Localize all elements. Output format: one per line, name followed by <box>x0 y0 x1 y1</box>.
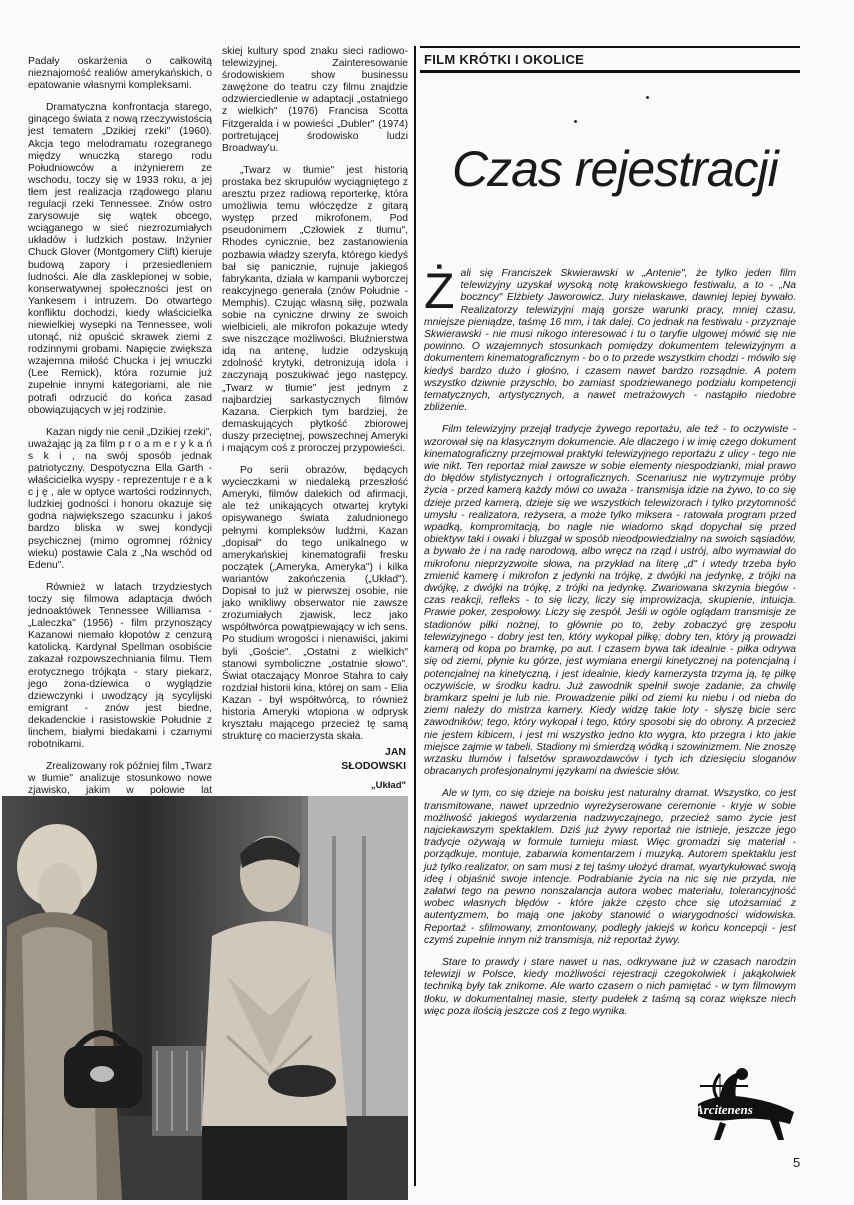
photo-illustration <box>2 796 408 1200</box>
paragraph: Stare to prawdy i stare nawet u nas, odkrywane już w czasach narodzin telewizji w Polsce, kiedy możliwości rejestracji czegokolwiek i jakąkolwiek techniką były tak znikome. Ale warto czasem o nich pamiętać - w tym filmowym tłoku, w dokumentalnej masie, sterty pudełek z taśmą są coraz większe niech więc poza ilością jeszcze coś z tego wynika. <box>424 956 796 1017</box>
paragraph: Dramatyczna konfrontacja starego, ginącego świata z nową rzeczywistością jest tematem „Dzikiej rzeki" (1960). Akcja tego melodramatu rozegranego między wnuczką starego rodu Południowców a inżynierem ze wschodu, toczy się w 1933 roku, a jej tłem jest realizacja rządowego planu regulacji rzeki Tennessee. Znów ostro zarysowuje się wątek obcego, wciąganego w sieć niezrozumiałych układów i ludzkich postaw. Inżynier Chuck Glover (Montgomery Clift) kieruje budową zapory i przesiedleniem ludności. Ale dla zasklepionej w sobie, konserwatywnej społeczności jest on Yankesem i intruzem. Do otwartego konfliktu dochodzi, kiedy właścicielka niewielkiej wysepki na Tennessee, woli utonąć, niż opuścić skrawek ziemi z rodzinnymi grobami. Napięcie zwiększa wzajemna miłość Chucka i jej wnuczki (Lee Remick), która rozumie już zupełnie innymi kategoriami, ale nie potrafi odrzucić do końca zasad obowiązujących w jej rodzinie. <box>28 102 212 416</box>
paragraph: Również w latach trzydziestych toczy się filmowa adaptacja dwóch jednoaktówek Tennessee Williamsa - „Laleczka" (1956) - film przynoszący Kazanowi niemało kłopotów z cenzurą katolicką. Kardynał Spellman osobiście zakazał rozpowszechniania filmu. Tłem erotycznego trójkąta - stary piekarz, jego żona-dziewica o wyglądzie dziewczynki i uwodzący ją sycylijski emigrant - znów jest biedne, dekadenckie i rasistowskie Południe z linchem, białymi biedakami i czarnymi robotnikami. <box>28 581 212 751</box>
lead-paragraph <box>424 263 796 414</box>
header-rule-bottom <box>420 70 800 73</box>
drop-cap: Ż <box>424 263 455 319</box>
paragraph: Ale w tym, co się dzieje na boisku jest naturalny dramat. Wszystko, co jest transmitowane, nawet uprzednio wyreżyserowane ceremonie - kryje w sobie możliwość jakiegoś wydarzenia nadzwyczajnego, przecież samo życie jest najciekawszym spektaklem. Dziś już żywy reportaż nie istnieje, jeszcze jego tradycje ożywają w formule turnieju miast. Więc gromadzi się materiał - porządkuje, montuje, zabarwia komentarzem i muzyką. Autorem spektaklu jest już tylko realizator, on sam musi z tej taśmy ułożyć dramat, wyartykułować swoją ideę i objaśnić swoje intencje. Podrabianie życia na nic się nie przyda, nie załatwi tego na pewno nonszalancja autora wobec materiału, tolerancyjność wobec własnych błędów - które jakże często chce się utożsamiać z autentyzmem, bo mają one jakoby stanowić o wiarygodności widowiska. Reportaż - sfilmowany, zmontowany, podległy jakiejś w końcu koncepcji - jest czymś zupełnie innym niż transmisja, niż reportaż żywy. <box>424 788 796 946</box>
column-divider <box>414 46 416 1186</box>
paragraph: Po serii obrazów, będących wycieczkami w niedaleką przeszłość Ameryki, filmów dalekich od afirmacji, ale też unikających otwartej krytyki opisywanego świata zaludnionego pełnymi kompleksów ludźmi, Kazan „dopisał" do tego unikalnego w amerykańskiej kinematografii fresku początek („Ameryka, Ameryka") i kilka wariantów zakończenia („Układ"). Dopisał to już w pierwszej osobie, nie jako wnikliwy obserwator nie zawsze zrozumiałych zjawisk, lecz jako współtwórca powątpiewający w ich sens. Po studium wrogości i nienawiści, jakimi byli „Goście". „Ostatni z wielkich" stanowi symboliczne „ostatnie słowo". Świat otaczający Monroe Stahra to cały rozdział historii kina, której on sam - Elia Kazan - był współtwórcą, to również historia Ameryki wtopiona w odprysk kryształu mającego przecież tę samą strukturę co macierzysta skała. <box>222 465 408 743</box>
paragraph: Film telewizyjny przejął tradycje żywego reportażu, ale też - to oczywiste - wzorował się na klasycznym dokumencie. Ale dlaczego i w imię czego dokument kinematograficzny przejmował praktyki telewizyjnego reportażu z ulicy - tego nie wie nikt. Ten reportaż miał zawsze w sobie elementy niespodzianki, miał prawo do błędów stylistycznych i ortograficznych. Scenariusz nie wytrzymuje próby życia - przed kamerą każdy mówi co uważa - transmisja idzie na żywo, to co się dzieje przed kamerą, dzieje się we wszystkich telewizorach i tylko przytomność umysłu - realizatora, reżysera, a może tylko miksera - ratowała program przed wpadką, kompromitacją, bo nagle nie wiadomo skąd dopychał się przed obiektyw taki i owaki i bluzgał w sposób nieodpowiedzialny na swoich sąsiadów, a bywało że i na radę narodową, albo wręcz na rząd i ustrój, albo wymawiał do mikrofonu nieprzyzwoite słowa, na przykład na literę „d" i wtedy trzeba było zmienić kamerę i mikrofon z jedynki na trójkę, z dwójki na jedynkę, z trójki na dwójkę, z dwójki na trójkę, z trójki na jedynkę. Zwariowana skrzynia biegów - czas reakcji, refleks - to się liczy, liczy się improwizacja, skupienie, intuicja. Prawie poker, zespołowy. Liczy się zespół. Jeśli w ogóle oglądam transmisje ze stadionów piłki nożnej, to głównie po to, żeby zobaczyć grę zespołu telewizyjnego - dobry jest ten, który wykopał piłkę; dobry ten, który ją prowadzi kamerą od kopa po bramkę, po aut. I czasem bywa tak idealnie - piłka odrywa się od ziemi, płynie ku górze, jest wymiana energii kinetycznej na potencjalną i potencjalnej na kinetyczną, i jest idealnie, kiedy kamerzysta trzyma ją, tę piłkę oczywiście, w środku kadru. Już zawodnik spełnił swoje zadanie, za chwilę bramkarz spełni je lub nie. Prowadzenie piłki od ziemi ku niebu i od nieba do ziemi należy do mistrza kamery. Kiedy widzę takie loty - słyszę bicie serc zawodników; tego, który wykopał i tego, który sposobi się do obrony. A przecież nie jestem kibicem, i jest mi wszystko jedno kto wygra, kto przegra i kto jakie miejsce zajmie w tabeli. Stadiony mi śmierdzą wódką i szowinizmem. Nie znoszę wrzasku tłumów i falsetów sprawozdawców i tych ich dziesięciu sloganów obracanych profesjonalnymi językami na dwieście słów. <box>424 424 796 778</box>
article-title: Czas rejestracji <box>452 141 778 197</box>
lead-text: ali się Franciszek Skwierawski w „Antenie", że tylko jeden film telewizyjny uzyskał wysoką notę krakowskiego festiwalu, a to - „Na boczncy" Elżbiety Jaworowicz. Jury niełaskawe, dawniej lepiej bywało. Realizatorzy telewizyjni mają gorsze warunki pracy, mniej czasu, mniejsze pieniądze, taśmę 16 mm, i tak dalej. Co jednak na festiwalu - przyznaje Skwierawski - nie musi nikogo interesować i tu o taryfie ulgowej mówić się nie powinno. O wzajemnych stosunkach pomiędzy dokumentem telewizyjnym a dokumentem kinematograficznym - bo o to przede wszystkim chodzi - mówiło się kiedyś bardzo dużo i głośno, i czasem nawet bardzo rozsądnie. A potem wszystko dziwnie przyschło, bo zamiast spodziewanego podziału kompetencji tematycznych, artystycznych, a nawet metrażowych - nastąpiło niedobre zbliżenie. <box>424 268 796 414</box>
film-still-photo <box>2 796 408 1200</box>
paragraph: skiej kultury spod znaku sieci radiowo-telewizyjnej. Zainteresowanie środowiskiem show businessu zawężone do teatru czy filmu znajdzie odzwierciedlenie w adaptacji „ostatniego z wielkich" (1976) Francisa Scotta Fitzgeralda i w powieści „Dubler" (1974) portretującej środowisko ludzi Broadway'u. <box>222 46 408 154</box>
article-column-1 <box>28 56 212 797</box>
article-column-main <box>424 263 796 1036</box>
speck <box>646 96 649 99</box>
article-column-2 <box>222 46 409 743</box>
author-last-name: SŁODOWSKI <box>341 760 406 772</box>
photo-caption: „Układ" <box>370 780 406 791</box>
paragraph: Zrealizowany rok później film „Twarz w tłumie" analizuje stosunkowo nowe zjawisko, jakim w połowie lat <box>28 761 212 797</box>
paragraph: „Twarz w tłumie" jest historią prostaka bez skrupułów wyciągniętego z aresztu przez radiową reporterkę, która umożliwia temu włóczędze z gitarą występ przed mikrofonem. Pod pseudonimem „Człowiek z tłumu", Rhodes cynicznie, bez zastanowienia pozbawia władzy szeryfa, którego kiedyś bał się panicznie, rujnuje jakiegoś fabrykanta, działa w kampanii wyborczej reakcyjnego generała (znów Południe - Memphis). Czując własną siłę, pozwala sobie na cyniczne drwiny ze swoich wielbicieli, ale mikrofon pokazuje wtedy swe niszczące możliwości. Bluźnierstwa idą na antenę, ludzie odzyskują zdolność krytyki, detronizują idola i zaczynają poszukiwać jego następcy. „Twarz w tłumie" jest jednym z najbardziej sarkastycznych filmów Kazana. Cierpkich tym bardziej, że demaskujących płytkość zbiorowej duszy przeciętnej, powszechnej Ameryki i mającym coś z proroczej przypowieści. <box>222 164 409 454</box>
paragraph: Padały oskarżenia o całkowitą nieznajomość realiów amerykańskich, o epatowanie własnymi kompleksami. <box>28 56 212 92</box>
author-byline <box>318 745 406 773</box>
page-number: 5 <box>793 1155 801 1170</box>
speck <box>574 120 577 123</box>
logo-text: Arcitenens <box>695 1102 753 1117</box>
section-header: FILM KRÓTKI I OKOLICE <box>424 52 585 67</box>
paragraph: Kazan nigdy nie cenił „Dzikiej rzeki", uważając ją za film p r o a m e r y k a ń s k i , na swój sposób jednak patriotyczny. Despotyczna Ella Garth - właścicielka wyspy - reprezentuje r e a k c j ę , ale w optyce wartości rodzinnych, ludzkiej godności i honoru okazuje się godna największego szacunku i jakoś bardzo bliska w swej kondycji psychicznej (mimo ogromnej różnicy wieku) postawie Cala z „Na wschód od Edenu". <box>28 426 212 571</box>
author-first-name: JAN <box>384 746 406 758</box>
header-rule-top <box>420 46 800 48</box>
